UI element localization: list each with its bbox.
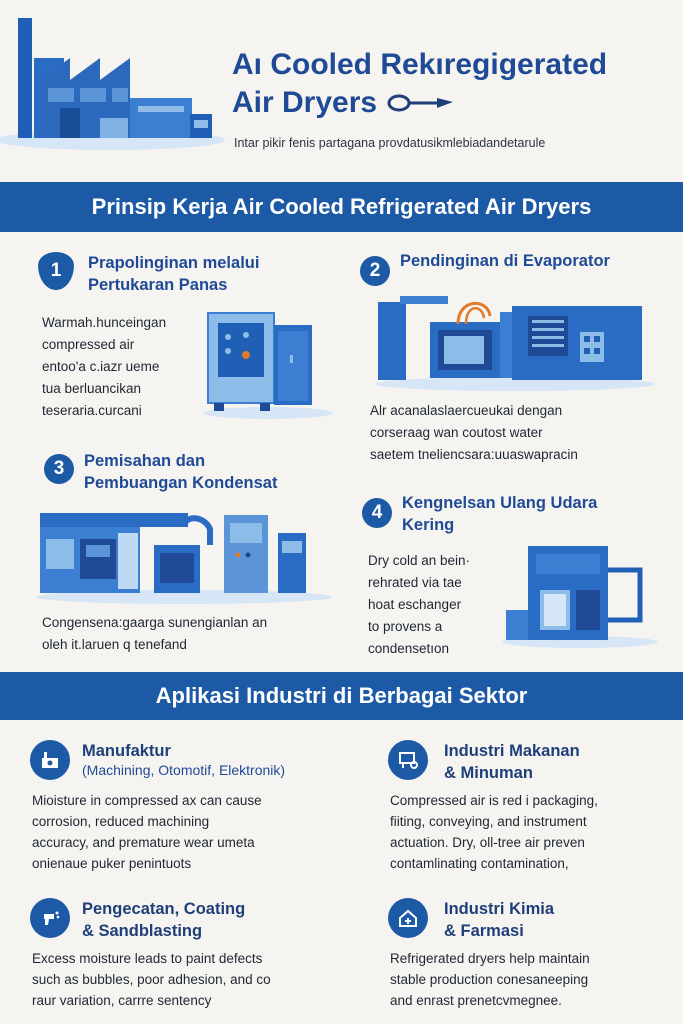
app-manufaktur-text-line: accuracy, and premature wear umeta [32, 835, 255, 850]
step-3-text-line: Congensena:gaarga sunengianlan an [42, 615, 268, 630]
app-coating-title [82, 898, 372, 942]
pharma-house-icon [388, 898, 428, 938]
step-2-title [400, 250, 670, 272]
app-chemical-title-line1: Industri Kimia [444, 900, 555, 918]
step-4-text-line: hoat eschanger [368, 597, 462, 612]
app-food-title-line2: & Minuman [444, 764, 533, 782]
app-food-text-line: actuation. Dry, oll-tree air preven [390, 835, 585, 850]
step-3-title-line2: Pembuangan Kondensat [84, 474, 278, 492]
step-3-text-line: oleh it.laruen q tenefand [42, 637, 187, 652]
app-chemical-text-line: and enrast prenetcvmegnee. [390, 993, 562, 1008]
step-2-text-line: corseraag wan coutost water [370, 425, 543, 440]
factory-illustration [0, 10, 225, 160]
step-1-text-line: entoo'a c.iazr ueme [42, 359, 160, 374]
step-4-number: 4 [371, 502, 383, 523]
hero-subtitle: Intar pikir fenis partagana provdatusikmlebiadandetarule [234, 136, 546, 150]
step-4-title-line2: Kering [402, 516, 455, 534]
step-4-title-line1: Kengnelsan Ulang Udara [402, 494, 598, 512]
step-1-title-line1: Prapolinginan melalui [88, 254, 260, 272]
app-coating-text-line: raur variation, carrre sentency [32, 993, 212, 1008]
step-1-text [42, 312, 212, 422]
app-chemical-title-line2: & Farmasi [444, 922, 524, 940]
step-4-text [368, 550, 518, 660]
app-food-title [444, 740, 674, 784]
app-coating-text [32, 948, 362, 1011]
app-coating-title-line1: Pengecatan, Coating [82, 900, 246, 918]
reheater-illustration [500, 540, 660, 650]
heat-exchanger-illustration [200, 305, 335, 420]
step-3-title [84, 450, 344, 494]
step-1-text-line: teseraria.curcani [42, 403, 142, 418]
step-1-text-line: tua berluancikan [42, 381, 142, 396]
app-chemical-text-line: stable production conesaneeping [390, 972, 589, 987]
step-1-text-line: Warmah.hunceingan [42, 315, 167, 330]
app-chemical-text [390, 948, 680, 1011]
step-4-text-line: to provens a [368, 619, 443, 634]
section-principle-heading: Prinsip Kerja Air Cooled Refrigerated Air Dryers [0, 182, 683, 232]
app-coating-text-line: such as bubbles, poor adhesion, and co [32, 972, 271, 987]
app-manufaktur-title-line1: Manufaktur [82, 742, 171, 760]
step-1-badge [38, 252, 74, 290]
app-manufaktur-text [32, 790, 362, 874]
step-2-text-line: saetem tneliencsara:uuaswapracin [370, 447, 578, 462]
step-1-title [88, 252, 318, 296]
step-1-title-line2: Pertukaran Panas [88, 276, 228, 294]
factory-gear-icon [30, 740, 70, 780]
food-machine-icon [388, 740, 428, 780]
evaporator-illustration [370, 292, 660, 392]
step-2-title-line1: Pendinginan di Evaporator [400, 252, 610, 270]
step-3-badge [44, 454, 74, 484]
hero-title-line1: Aı Cooled Rekıregigerated [232, 48, 608, 81]
app-manufaktur-text-line: Mioisture in compressed ax can cause [32, 793, 262, 808]
app-food-text [390, 790, 680, 874]
app-coating-title-line2: & Sandblasting [82, 922, 203, 940]
step-3-title-line1: Pemisahan dan [84, 452, 206, 470]
section-applications-heading: Aplikasi Industri di Berbagai Sektor [0, 672, 683, 720]
app-manufaktur-subtitle: (Machining, Otomotif, Elektronik) [82, 762, 286, 778]
step-4-text-line: Dry cold an bein· [368, 553, 471, 568]
hero-title [232, 46, 672, 122]
step-2-number: 2 [369, 260, 381, 281]
app-manufaktur-text-line: onienaue puker penintuots [32, 856, 192, 871]
step-2-badge [360, 256, 390, 286]
step-2-text-line: Alr acanalaslaercueukai dengan [370, 403, 563, 418]
step-1-number: 1 [50, 260, 62, 281]
step-2-text [370, 400, 670, 466]
step-4-text-line: rehrated via tae [368, 575, 462, 590]
step-1-text-line: compressed air [42, 337, 135, 352]
hero-title-line2: Air Dryers [232, 86, 378, 119]
app-chemical-title [444, 898, 674, 942]
app-chemical-text-line: Refrigerated dryers help maintain [390, 951, 590, 966]
app-food-text-line: fiiting, conveying, and instrument [390, 814, 587, 829]
air-nozzle-icon [387, 92, 459, 114]
step-4-title [402, 492, 672, 536]
app-coating-text-line: Excess moisture leads to paint defects [32, 951, 263, 966]
app-food-title-line1: Industri Makanan [444, 742, 580, 760]
step-4-badge [362, 498, 392, 528]
app-manufaktur-text-line: corrosion, reduced machining [32, 814, 210, 829]
condensate-separator-illustration [34, 505, 334, 605]
step-4-text-line: condensetıon [368, 641, 450, 656]
app-manufaktur-title [82, 740, 372, 778]
spray-gun-icon [30, 898, 70, 938]
app-food-text-line: contamlinating contamination, [390, 856, 569, 871]
step-3-text [42, 612, 342, 656]
app-food-text-line: Compressed air is red i packaging, [390, 793, 598, 808]
step-3-number: 3 [53, 458, 65, 479]
